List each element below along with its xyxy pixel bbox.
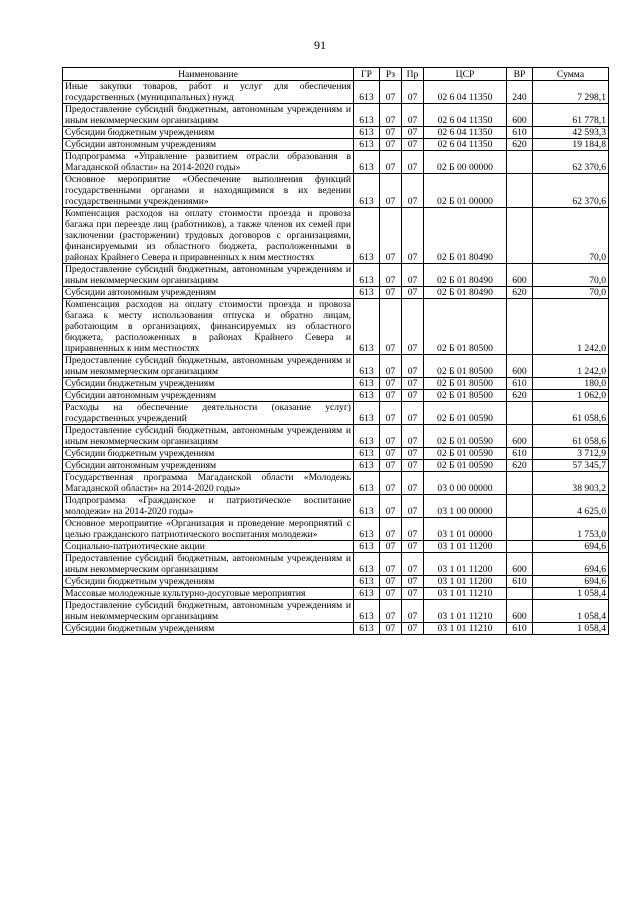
- row-pr-cell: 07: [402, 553, 424, 576]
- row-gr-cell: 613: [354, 127, 380, 139]
- row-gr-cell: 613: [354, 576, 380, 588]
- row-pr-cell: 07: [402, 355, 424, 378]
- row-rz-cell: 07: [380, 390, 402, 402]
- row-sum-cell: 3 712,9: [533, 448, 609, 460]
- table-header-row: [63, 68, 609, 81]
- row-sum-cell: 1 242,0: [533, 355, 609, 378]
- row-vr-cell: 610: [507, 378, 533, 390]
- budget-table: [62, 67, 609, 635]
- row-sum-cell: 694,6: [533, 553, 609, 576]
- row-vr-cell: [507, 588, 533, 600]
- row-vr-cell: [507, 402, 533, 425]
- row-csr-cell: 02 Б 01 80490: [424, 264, 507, 287]
- row-pr-cell: 07: [402, 390, 424, 402]
- table-row: [63, 576, 609, 588]
- row-gr-cell: 613: [354, 495, 380, 518]
- row-rz-cell: 07: [380, 208, 402, 264]
- table-row: [63, 495, 609, 518]
- row-sum-cell: 70,0: [533, 208, 609, 264]
- row-gr-cell: 613: [354, 472, 380, 495]
- row-name-cell: Подпрограмма «Управление развитием отрасли образования в Магаданской области» на 2014-2020 годы»: [63, 151, 354, 174]
- table-row: [63, 402, 609, 425]
- row-name-cell: Субсидии бюджетным учреждениям: [63, 378, 354, 390]
- row-rz-cell: 07: [380, 355, 402, 378]
- header-name: Наименование: [63, 68, 354, 81]
- row-name-cell: Компенсация расходов на оплату стоимости проезда и провоза багажа при переезде лиц (работников), а также членов их семей при заключении (расторжении) трудовых договоров с организациями, финансируемыми из областного бюджета, расположенными в районах Крайнего Севера и приравненных к ним местностях: [63, 208, 354, 264]
- row-sum-cell: 38 903,2: [533, 472, 609, 495]
- row-vr-cell: [507, 174, 533, 208]
- table-row: [63, 460, 609, 472]
- row-csr-cell: 02 Б 01 80500: [424, 299, 507, 355]
- row-rz-cell: 07: [380, 378, 402, 390]
- row-rz-cell: 07: [380, 299, 402, 355]
- row-name-cell: Субсидии автономным учреждениям: [63, 139, 354, 151]
- row-gr-cell: 613: [354, 174, 380, 208]
- row-gr-cell: 613: [354, 623, 380, 635]
- row-name-cell: Предоставление субсидий бюджетным, автономным учреждениям и иным некоммерческим организациям: [63, 425, 354, 448]
- row-gr-cell: 613: [354, 139, 380, 151]
- page-number: 91: [314, 38, 326, 52]
- row-csr-cell: 03 1 00 00000: [424, 495, 507, 518]
- header-vr: ВР: [507, 68, 533, 81]
- row-name-cell: Основное мероприятие «Организация и проведение мероприятий с целью гражданского патриотического воспитания молодежи»: [63, 518, 354, 541]
- row-gr-cell: 613: [354, 355, 380, 378]
- row-gr-cell: 613: [354, 402, 380, 425]
- row-sum-cell: 1 062,0: [533, 390, 609, 402]
- row-pr-cell: 07: [402, 425, 424, 448]
- row-sum-cell: 62 370,6: [533, 174, 609, 208]
- row-csr-cell: 03 1 01 11200: [424, 541, 507, 553]
- row-name-cell: Подпрограмма «Гражданское и патриотическое воспитание молодежи» на 2014-2020 годы»: [63, 495, 354, 518]
- row-csr-cell: 02 6 04 11350: [424, 127, 507, 139]
- row-rz-cell: 07: [380, 541, 402, 553]
- row-sum-cell: 1 058,4: [533, 600, 609, 623]
- row-gr-cell: 613: [354, 378, 380, 390]
- row-gr-cell: 613: [354, 299, 380, 355]
- row-vr-cell: 600: [507, 264, 533, 287]
- row-pr-cell: 07: [402, 495, 424, 518]
- row-vr-cell: [507, 495, 533, 518]
- row-name-cell: Субсидии бюджетным учреждениям: [63, 127, 354, 139]
- row-gr-cell: 613: [354, 588, 380, 600]
- table-row: [63, 518, 609, 541]
- row-gr-cell: 613: [354, 151, 380, 174]
- row-pr-cell: 07: [402, 472, 424, 495]
- row-vr-cell: 600: [507, 553, 533, 576]
- table-row: [63, 139, 609, 151]
- table-row: [63, 174, 609, 208]
- row-csr-cell: 02 Б 00 00000: [424, 151, 507, 174]
- row-vr-cell: 620: [507, 390, 533, 402]
- table-row: [63, 287, 609, 299]
- table-row: [63, 448, 609, 460]
- row-pr-cell: 07: [402, 378, 424, 390]
- row-pr-cell: 07: [402, 208, 424, 264]
- row-pr-cell: 07: [402, 264, 424, 287]
- row-vr-cell: 620: [507, 460, 533, 472]
- row-pr-cell: 07: [402, 402, 424, 425]
- row-sum-cell: 694,6: [533, 576, 609, 588]
- row-rz-cell: 07: [380, 151, 402, 174]
- row-vr-cell: 600: [507, 355, 533, 378]
- row-name-cell: Государственная программа Магаданской области «Молодежь Магаданской области» на 2014-2020 годы»: [63, 472, 354, 495]
- row-csr-cell: 03 1 01 00000: [424, 518, 507, 541]
- header-rz: Рз: [380, 68, 402, 81]
- row-name-cell: Субсидии бюджетным учреждениям: [63, 448, 354, 460]
- table-body: [63, 81, 609, 635]
- row-rz-cell: 07: [380, 287, 402, 299]
- row-sum-cell: 1 058,4: [533, 623, 609, 635]
- row-gr-cell: 613: [354, 264, 380, 287]
- row-name-cell: Предоставление субсидий бюджетным, автономным учреждениям и иным некоммерческим организациям: [63, 104, 354, 127]
- row-gr-cell: 613: [354, 208, 380, 264]
- row-rz-cell: 07: [380, 518, 402, 541]
- row-csr-cell: 02 Б 01 00590: [424, 460, 507, 472]
- row-pr-cell: 07: [402, 588, 424, 600]
- row-rz-cell: 07: [380, 174, 402, 208]
- row-csr-cell: 02 6 04 11350: [424, 81, 507, 104]
- row-rz-cell: 07: [380, 448, 402, 460]
- row-sum-cell: 57 345,7: [533, 460, 609, 472]
- row-csr-cell: 03 1 01 11210: [424, 623, 507, 635]
- row-rz-cell: 07: [380, 460, 402, 472]
- row-pr-cell: 07: [402, 541, 424, 553]
- row-vr-cell: [507, 151, 533, 174]
- row-csr-cell: 02 6 04 11350: [424, 139, 507, 151]
- row-pr-cell: 07: [402, 104, 424, 127]
- row-gr-cell: 613: [354, 518, 380, 541]
- row-csr-cell: 03 1 01 11200: [424, 576, 507, 588]
- row-name-cell: Субсидии автономным учреждениям: [63, 460, 354, 472]
- row-csr-cell: 02 Б 01 00590: [424, 402, 507, 425]
- row-name-cell: Предоставление субсидий бюджетным, автономным учреждениям и иным некоммерческим организациям: [63, 355, 354, 378]
- row-vr-cell: 600: [507, 600, 533, 623]
- row-name-cell: Субсидии автономным учреждениям: [63, 287, 354, 299]
- row-csr-cell: 02 Б 01 80490: [424, 208, 507, 264]
- row-pr-cell: 07: [402, 460, 424, 472]
- table-row: [63, 299, 609, 355]
- row-name-cell: Предоставление субсидий бюджетным, автономным учреждениям и иным некоммерческим организациям: [63, 600, 354, 623]
- row-name-cell: Субсидии бюджетным учреждениям: [63, 623, 354, 635]
- row-rz-cell: 07: [380, 588, 402, 600]
- row-name-cell: Предоставление субсидий бюджетным, автономным учреждениям и иным некоммерческим организациям: [63, 553, 354, 576]
- row-rz-cell: 07: [380, 264, 402, 287]
- row-vr-cell: [507, 299, 533, 355]
- table-row: [63, 390, 609, 402]
- row-vr-cell: 620: [507, 139, 533, 151]
- row-vr-cell: 610: [507, 576, 533, 588]
- row-sum-cell: 7 298,1: [533, 81, 609, 104]
- row-csr-cell: 03 1 01 11210: [424, 600, 507, 623]
- table-row: [63, 541, 609, 553]
- row-rz-cell: 07: [380, 495, 402, 518]
- header-pr: Пр: [402, 68, 424, 81]
- row-sum-cell: 1 753,0: [533, 518, 609, 541]
- row-csr-cell: 02 Б 01 80500: [424, 355, 507, 378]
- table-row: [63, 355, 609, 378]
- row-gr-cell: 613: [354, 600, 380, 623]
- row-sum-cell: 70,0: [533, 287, 609, 299]
- table-row: [63, 127, 609, 139]
- row-csr-cell: 03 1 01 11210: [424, 588, 507, 600]
- row-vr-cell: [507, 518, 533, 541]
- table-row: [63, 553, 609, 576]
- row-rz-cell: 07: [380, 402, 402, 425]
- row-rz-cell: 07: [380, 104, 402, 127]
- row-sum-cell: 42 593,3: [533, 127, 609, 139]
- row-pr-cell: 07: [402, 151, 424, 174]
- row-sum-cell: 70,0: [533, 264, 609, 287]
- row-name-cell: Массовые молодежные культурно-досуговые мероприятия: [63, 588, 354, 600]
- row-rz-cell: 07: [380, 139, 402, 151]
- row-sum-cell: 180,0: [533, 378, 609, 390]
- row-rz-cell: 07: [380, 553, 402, 576]
- row-sum-cell: 61 058,6: [533, 402, 609, 425]
- row-pr-cell: 07: [402, 299, 424, 355]
- row-rz-cell: 07: [380, 576, 402, 588]
- row-name-cell: Компенсация расходов на оплату стоимости проезда и провоза багажа к месту использования отпуска и обратно лицам, работающим в организациях, финансируемых из областного бюджета, расположенных в районах Крайнего Севера и приравненных к ним местностях: [63, 299, 354, 355]
- row-csr-cell: 02 Б 01 00000: [424, 174, 507, 208]
- row-gr-cell: 613: [354, 287, 380, 299]
- row-gr-cell: 613: [354, 460, 380, 472]
- row-vr-cell: 620: [507, 287, 533, 299]
- table-row: [63, 472, 609, 495]
- row-sum-cell: 4 625,0: [533, 495, 609, 518]
- table-row: [63, 151, 609, 174]
- row-sum-cell: 19 184,8: [533, 139, 609, 151]
- row-sum-cell: 61 058,6: [533, 425, 609, 448]
- row-pr-cell: 07: [402, 287, 424, 299]
- row-pr-cell: 07: [402, 139, 424, 151]
- row-pr-cell: 07: [402, 518, 424, 541]
- table-row: [63, 208, 609, 264]
- table-row: [63, 378, 609, 390]
- row-pr-cell: 07: [402, 600, 424, 623]
- row-sum-cell: 694,6: [533, 541, 609, 553]
- row-gr-cell: 613: [354, 541, 380, 553]
- row-name-cell: Социально-патриотические акции: [63, 541, 354, 553]
- row-rz-cell: 07: [380, 425, 402, 448]
- row-vr-cell: 610: [507, 448, 533, 460]
- row-csr-cell: 02 Б 01 80490: [424, 287, 507, 299]
- row-pr-cell: 07: [402, 127, 424, 139]
- table-row: [63, 588, 609, 600]
- row-sum-cell: 61 778,1: [533, 104, 609, 127]
- row-pr-cell: 07: [402, 174, 424, 208]
- row-name-cell: Расходы на обеспечение деятельности (оказание услуг) государственных учреждений: [63, 402, 354, 425]
- row-sum-cell: 62 370,6: [533, 151, 609, 174]
- row-gr-cell: 613: [354, 81, 380, 104]
- row-sum-cell: 1 242,0: [533, 299, 609, 355]
- row-csr-cell: 02 Б 01 80500: [424, 390, 507, 402]
- header-csr: ЦСР: [424, 68, 507, 81]
- table-row: [63, 104, 609, 127]
- row-csr-cell: 02 6 04 11350: [424, 104, 507, 127]
- row-gr-cell: 613: [354, 425, 380, 448]
- row-name-cell: Субсидии бюджетным учреждениям: [63, 576, 354, 588]
- row-csr-cell: 02 Б 01 00590: [424, 425, 507, 448]
- header-gr: ГР: [354, 68, 380, 81]
- row-name-cell: Предоставление субсидий бюджетным, автономным учреждениям и иным некоммерческим организациям: [63, 264, 354, 287]
- row-rz-cell: 07: [380, 472, 402, 495]
- table-row: [63, 600, 609, 623]
- row-gr-cell: 613: [354, 104, 380, 127]
- row-pr-cell: 07: [402, 81, 424, 104]
- row-gr-cell: 613: [354, 390, 380, 402]
- row-vr-cell: 610: [507, 623, 533, 635]
- row-pr-cell: 07: [402, 623, 424, 635]
- table-row: [63, 81, 609, 104]
- row-vr-cell: [507, 208, 533, 264]
- row-pr-cell: 07: [402, 576, 424, 588]
- row-rz-cell: 07: [380, 600, 402, 623]
- row-vr-cell: [507, 472, 533, 495]
- row-sum-cell: 1 058,4: [533, 588, 609, 600]
- row-pr-cell: 07: [402, 448, 424, 460]
- row-vr-cell: 600: [507, 425, 533, 448]
- row-rz-cell: 07: [380, 623, 402, 635]
- row-gr-cell: 613: [354, 553, 380, 576]
- row-gr-cell: 613: [354, 448, 380, 460]
- row-vr-cell: [507, 541, 533, 553]
- table-row: [63, 425, 609, 448]
- table-row: [63, 264, 609, 287]
- row-vr-cell: 610: [507, 127, 533, 139]
- row-csr-cell: 02 Б 01 80500: [424, 378, 507, 390]
- row-name-cell: Иные закупки товаров, работ и услуг для обеспечения государственных (муниципальных) нужд: [63, 81, 354, 104]
- row-rz-cell: 07: [380, 81, 402, 104]
- row-rz-cell: 07: [380, 127, 402, 139]
- row-csr-cell: 02 Б 01 00590: [424, 448, 507, 460]
- row-csr-cell: 03 1 01 11200: [424, 553, 507, 576]
- table-row: [63, 623, 609, 635]
- row-vr-cell: 240: [507, 81, 533, 104]
- row-name-cell: Субсидии автономным учреждениям: [63, 390, 354, 402]
- row-vr-cell: 600: [507, 104, 533, 127]
- row-csr-cell: 03 0 00 00000: [424, 472, 507, 495]
- row-name-cell: Основное мероприятие «Обеспечение выполнения функций государственными органами и находящимися в их ведении государственными учреждениями»: [63, 174, 354, 208]
- header-sum: Сумма: [533, 68, 609, 81]
